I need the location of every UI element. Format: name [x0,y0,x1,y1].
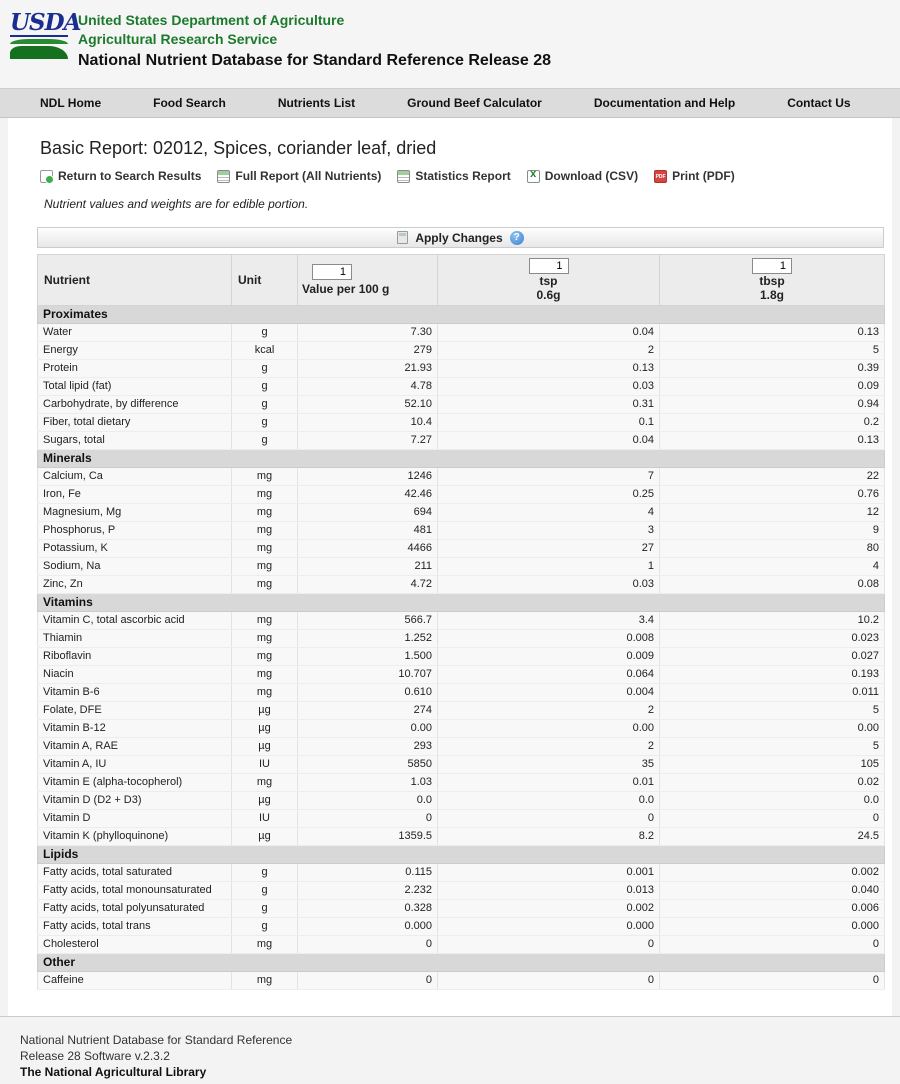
cell-per100: 0 [298,810,438,828]
cell-tbsp: 0.39 [660,360,885,378]
print-pdf-label: Print (PDF) [672,169,735,183]
page-title: Basic Report: 02012, Spices, coriander leaf, dried [40,138,437,158]
cell-tbsp: 0.011 [660,684,885,702]
cell-tbsp: 4 [660,558,885,576]
cell-per100: 274 [298,702,438,720]
pdf-icon [654,170,667,183]
cell-nutrient: Calcium, Ca [38,468,232,486]
cell-tbsp: 0.193 [660,666,885,684]
cell-nutrient: Total lipid (fat) [38,378,232,396]
csv-icon [527,170,540,183]
cell-nutrient: Caffeine [38,972,232,990]
cell-per100: 694 [298,504,438,522]
nutrient-row [38,486,885,504]
cell-per100: 279 [298,342,438,360]
nutrient-row [38,738,885,756]
nutrient-row [38,540,885,558]
cell-tsp: 0.002 [438,900,660,918]
section-name: Proximates [38,306,885,324]
nutrient-row [38,900,885,918]
cell-unit: mg [232,468,298,486]
cell-per100: 0.610 [298,684,438,702]
download-csv-link[interactable] [527,169,638,183]
cell-nutrient: Zinc, Zn [38,576,232,594]
full-report-icon [217,170,230,183]
cell-unit: mg [232,684,298,702]
footer-release-version: Release 28 Software v.2.3.2 [20,1049,170,1063]
cell-per100: 7.30 [298,324,438,342]
nutrient-row [38,774,885,792]
cell-tsp: 0.001 [438,864,660,882]
cell-tsp: 0.00 [438,720,660,738]
return-to-search-results-link[interactable] [40,169,201,183]
cell-tsp: 0.01 [438,774,660,792]
cell-tsp: 0.1 [438,414,660,432]
content-area [8,118,892,1016]
cell-tsp: 0.31 [438,396,660,414]
nutrient-row [38,630,885,648]
cell-per100: 1359.5 [298,828,438,846]
cell-nutrient: Vitamin A, RAE [38,738,232,756]
nutrient-row [38,378,885,396]
cell-tbsp: 80 [660,540,885,558]
nutrient-row [38,414,885,432]
cell-tbsp: 12 [660,504,885,522]
nutrient-row [38,522,885,540]
main-nav [0,88,900,118]
cell-nutrient: Phosphorus, P [38,522,232,540]
cell-tsp: 0.013 [438,882,660,900]
cell-tsp: 0.000 [438,918,660,936]
cell-per100: 1.252 [298,630,438,648]
cell-per100: 4.78 [298,378,438,396]
cell-unit: µg [232,720,298,738]
column-header-per100 [298,255,438,306]
cell-unit: g [232,360,298,378]
nutrient-row [38,342,885,360]
cell-unit: g [232,882,298,900]
nutrient-row [38,558,885,576]
cell-nutrient: Carbohydrate, by difference [38,396,232,414]
cell-per100: 0.115 [298,864,438,882]
cell-unit: kcal [232,342,298,360]
per100-quantity-input[interactable] [312,264,352,280]
cell-per100: 7.27 [298,432,438,450]
cell-tbsp: 0.13 [660,432,885,450]
cell-nutrient: Fatty acids, total saturated [38,864,232,882]
cell-unit: µg [232,828,298,846]
section-name: Other [38,954,885,972]
full-report-label: Full Report (All Nutrients) [235,169,382,183]
cell-nutrient: Vitamin C, total ascorbic acid [38,612,232,630]
section-header-row [38,954,885,972]
section-header-row [38,846,885,864]
report-toolbar [40,169,884,183]
cell-tbsp: 0.2 [660,414,885,432]
nutrient-row [38,360,885,378]
cell-unit: mg [232,504,298,522]
nav-item-nutrients-list[interactable]: Nutrients List [277,96,356,110]
cell-unit: g [232,396,298,414]
cell-nutrient: Vitamin D (D2 + D3) [38,792,232,810]
apply-changes-button[interactable] [37,227,884,248]
cell-nutrient: Water [38,324,232,342]
nutrient-row [38,828,885,846]
nutrient-row [38,396,885,414]
cell-unit: mg [232,630,298,648]
column-header-tsp [438,255,660,306]
cell-unit: g [232,864,298,882]
org-name-line2: Agricultural Research Service [78,31,278,47]
tbsp-quantity-input[interactable] [752,258,792,274]
national-agricultural-library-link[interactable]: The National Agricultural Library [20,1065,207,1079]
cell-per100: 0.000 [298,918,438,936]
cell-tsp: 0.0 [438,792,660,810]
cell-tsp: 2 [438,738,660,756]
cell-tsp: 27 [438,540,660,558]
cell-unit: µg [232,702,298,720]
cell-tsp: 0 [438,972,660,990]
column-header-unit: Unit [232,255,298,306]
cell-per100: 293 [298,738,438,756]
cell-per100: 1.03 [298,774,438,792]
cell-tsp: 8.2 [438,828,660,846]
help-icon[interactable]: ? [510,231,524,245]
cell-tsp: 4 [438,504,660,522]
nutrient-row [38,432,885,450]
cell-tbsp: 0.09 [660,378,885,396]
cell-nutrient: Protein [38,360,232,378]
nutrient-row [38,666,885,684]
cell-per100: 0 [298,972,438,990]
cell-nutrient: Vitamin E (alpha-tocopherol) [38,774,232,792]
cell-unit: mg [232,666,298,684]
cell-tsp: 7 [438,468,660,486]
cell-tbsp: 0.006 [660,900,885,918]
cell-unit: µg [232,738,298,756]
nutrient-row [38,972,885,990]
nutrient-row [38,792,885,810]
database-title: National Nutrient Database for Standard Reference Release 28 [78,52,552,69]
cell-unit: mg [232,612,298,630]
cell-tbsp: 0.02 [660,774,885,792]
cell-unit: g [232,432,298,450]
cell-unit: mg [232,486,298,504]
cell-tbsp: 0.76 [660,486,885,504]
cell-per100: 21.93 [298,360,438,378]
cell-tsp: 0.064 [438,666,660,684]
cell-per100: 10.707 [298,666,438,684]
nutrient-row [38,648,885,666]
cell-per100: 5850 [298,756,438,774]
cell-nutrient: Sodium, Na [38,558,232,576]
cell-unit: mg [232,558,298,576]
cell-tsp: 3.4 [438,612,660,630]
cell-unit: g [232,414,298,432]
cell-tsp: 0.009 [438,648,660,666]
site-footer [0,1016,900,1084]
cell-tbsp: 0 [660,810,885,828]
cell-nutrient: Cholesterol [38,936,232,954]
cell-nutrient: Vitamin A, IU [38,756,232,774]
cell-nutrient: Vitamin D [38,810,232,828]
cell-unit: mg [232,522,298,540]
usda-logo[interactable] [10,9,81,59]
full-report-link[interactable] [217,169,381,183]
nav-item-food-search[interactable]: Food Search [153,96,226,110]
cell-unit: mg [232,540,298,558]
section-header-row [38,450,885,468]
column-header-tbsp [660,255,885,306]
cell-per100: 1.500 [298,648,438,666]
nutrient-row [38,702,885,720]
download-csv-label: Download (CSV) [544,169,639,183]
site-header [0,0,900,88]
cell-per100: 2.232 [298,882,438,900]
edible-portion-note: Nutrient values and weights are for edible portion. [44,197,309,211]
cell-nutrient: Riboflavin [38,648,232,666]
return-icon [40,170,53,183]
cell-tbsp: 0.000 [660,918,885,936]
cell-tbsp: 0 [660,972,885,990]
cell-tsp: 0.04 [438,432,660,450]
cell-tbsp: 24.5 [660,828,885,846]
cell-nutrient: Vitamin B-6 [38,684,232,702]
cell-nutrient: Fatty acids, total monounsaturated [38,882,232,900]
cell-per100: 0 [298,936,438,954]
nutrient-row [38,918,885,936]
cell-nutrient: Thiamin [38,630,232,648]
cell-tsp: 1 [438,558,660,576]
cell-tsp: 0.008 [438,630,660,648]
cell-tbsp: 0.023 [660,630,885,648]
cell-tbsp: 22 [660,468,885,486]
nutrient-row [38,468,885,486]
cell-tbsp: 105 [660,756,885,774]
cell-tbsp: 5 [660,738,885,756]
cell-nutrient: Fiber, total dietary [38,414,232,432]
cell-nutrient: Vitamin B-12 [38,720,232,738]
cell-tsp: 0.004 [438,684,660,702]
cell-tsp: 0.25 [438,486,660,504]
cell-per100: 10.4 [298,414,438,432]
section-name: Vitamins [38,594,885,612]
cell-nutrient: Folate, DFE [38,702,232,720]
cell-unit: g [232,918,298,936]
footer-db-name: National Nutrient Database for Standard Reference [20,1033,293,1047]
nav-item-ndl-home[interactable]: NDL Home [40,96,102,110]
tsp-quantity-input[interactable] [529,258,569,274]
column-header-nutrient: Nutrient [38,255,232,306]
cell-per100: 42.46 [298,486,438,504]
cell-per100: 4.72 [298,576,438,594]
section-header-row [38,306,885,324]
cell-tbsp: 0.13 [660,324,885,342]
cell-unit: mg [232,648,298,666]
nutrient-row [38,882,885,900]
cell-tbsp: 0 [660,936,885,954]
cell-nutrient: Fatty acids, total trans [38,918,232,936]
cell-nutrient: Energy [38,342,232,360]
cell-tsp: 35 [438,756,660,774]
cell-unit: mg [232,774,298,792]
cell-tbsp: 5 [660,702,885,720]
statistics-icon [397,170,410,183]
nutrient-row [38,864,885,882]
cell-tsp: 0.03 [438,378,660,396]
cell-tsp: 3 [438,522,660,540]
nav-item-ground-beef-calculator[interactable]: Ground Beef Calculator [407,96,542,110]
cell-unit: g [232,900,298,918]
tbsp-weight: 1.8g [759,288,784,302]
per100-label: Value per 100 g [302,282,390,296]
cell-tsp: 0 [438,936,660,954]
table-header-row [38,255,885,306]
calculator-icon [397,231,408,244]
apply-changes-label: Apply Changes [415,230,503,245]
cell-per100: 0.0 [298,792,438,810]
cell-unit: mg [232,576,298,594]
cell-per100: 0.328 [298,900,438,918]
cell-tbsp: 0.040 [660,882,885,900]
cell-nutrient: Magnesium, Mg [38,504,232,522]
cell-tbsp: 9 [660,522,885,540]
statistics-report-link[interactable] [397,169,510,183]
nutrient-row [38,720,885,738]
cell-nutrient: Iron, Fe [38,486,232,504]
cell-per100: 1246 [298,468,438,486]
nutrient-row [38,576,885,594]
nutrient-row [38,324,885,342]
nutrient-row [38,810,885,828]
cell-tsp: 0.03 [438,576,660,594]
cell-tsp: 0 [438,810,660,828]
section-header-row [38,594,885,612]
tsp-label: tsp [539,274,558,288]
usda-logo-text: USDA [10,9,81,36]
section-name: Minerals [38,450,885,468]
cell-tbsp: 0.94 [660,396,885,414]
return-to-search-results-label: Return to Search Results [58,169,202,183]
nav-item-documentation-help[interactable]: Documentation and Help [593,96,736,110]
statistics-report-label: Statistics Report [415,169,511,183]
usda-logo-field-icon [10,46,68,59]
cell-tbsp: 0.027 [660,648,885,666]
cell-unit: g [232,324,298,342]
cell-nutrient: Niacin [38,666,232,684]
cell-tbsp: 0.002 [660,864,885,882]
nutrient-row [38,756,885,774]
org-name-line1: United States Department of Agriculture [78,12,345,28]
cell-tbsp: 0.00 [660,720,885,738]
cell-per100: 211 [298,558,438,576]
cell-tsp: 0.04 [438,324,660,342]
nutrient-row [38,504,885,522]
nutrient-row [38,684,885,702]
cell-unit: mg [232,936,298,954]
cell-unit: g [232,378,298,396]
cell-tbsp: 0.08 [660,576,885,594]
cell-per100: 481 [298,522,438,540]
cell-per100: 52.10 [298,396,438,414]
cell-unit: mg [232,972,298,990]
cell-per100: 566.7 [298,612,438,630]
nav-item-contact-us[interactable]: Contact Us [787,96,851,110]
cell-unit: IU [232,756,298,774]
cell-tbsp: 0.0 [660,792,885,810]
cell-unit: µg [232,792,298,810]
print-pdf-link[interactable] [654,169,735,183]
section-name: Lipids [38,846,885,864]
tsp-weight: 0.6g [536,288,561,302]
cell-tbsp: 10.2 [660,612,885,630]
cell-per100: 0.00 [298,720,438,738]
cell-unit: IU [232,810,298,828]
cell-nutrient: Vitamin K (phylloquinone) [38,828,232,846]
cell-tsp: 0.13 [438,360,660,378]
nutrient-row [38,936,885,954]
cell-nutrient: Sugars, total [38,432,232,450]
usda-logo-swoosh-icon [10,39,68,44]
cell-nutrient: Potassium, K [38,540,232,558]
cell-tsp: 2 [438,342,660,360]
tbsp-label: tbsp [759,274,785,288]
cell-nutrient: Fatty acids, total polyunsaturated [38,900,232,918]
cell-tbsp: 5 [660,342,885,360]
nutrient-table [37,254,885,990]
cell-tsp: 2 [438,702,660,720]
nutrient-row [38,612,885,630]
cell-per100: 4466 [298,540,438,558]
